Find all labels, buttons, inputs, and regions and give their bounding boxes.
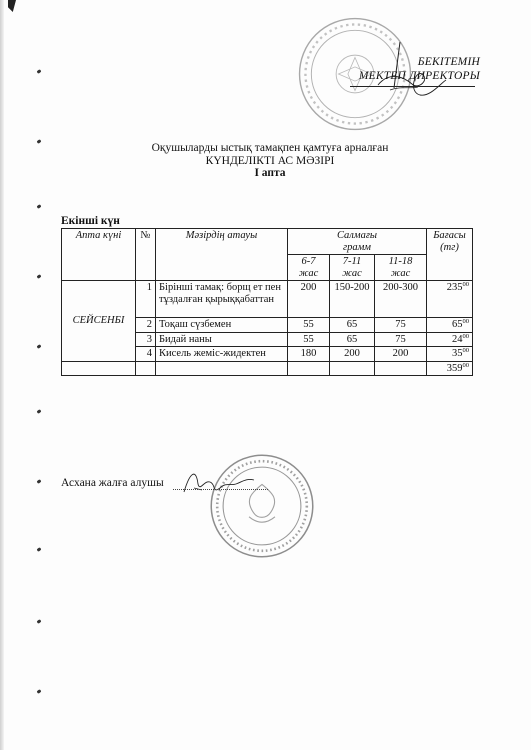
header-age-group [375,255,427,281]
binder-mark [37,69,42,74]
approval-block [340,55,480,83]
header-age-group [330,255,375,281]
receiver-signature-line [173,489,268,490]
header-number: № [136,229,156,281]
age-range: 7-11 [342,256,362,267]
title-line-3: І апта [254,167,286,179]
header-price-unit: (тг) [440,241,459,253]
weight-7-11: 65 [330,318,375,333]
binder-mark [37,479,42,484]
approval-signature-line [350,86,475,87]
price-value: 24 [452,333,463,345]
weekday-cell: СЕЙСЕНБІ [62,281,136,362]
table-row [62,281,473,318]
table-header-row [62,229,473,255]
header-weight [288,229,427,255]
age-range: 11-18 [388,256,413,267]
document-title [90,142,450,180]
title-line-2: КҮНДЕЛІКТІ АС МӘЗІРІ [205,154,335,167]
empty-cell [62,361,136,376]
menu-table [61,228,473,376]
header-weight-label: Салмағы [336,230,378,241]
binder-mark [37,547,42,552]
total-price-kopecks: 00 [462,361,469,369]
header-price-label: Бағасы [433,230,466,241]
empty-cell [136,361,156,376]
price-kopecks: 00 [462,347,469,354]
total-price-cell [427,361,473,376]
empty-cell [156,361,288,376]
total-row [62,361,473,376]
row-number: 2 [136,318,156,333]
empty-cell [330,361,375,376]
dish-name: Кисель жеміс-жидектен [156,347,288,362]
dish-name: Бидай наны [156,332,288,347]
row-number: 4 [136,347,156,362]
price-kopecks: 00 [462,332,469,340]
dish-name: Тоқаш сүзбемен [156,318,288,333]
age-range: 6-7 [301,256,316,267]
day-label: Екінші күн [61,215,120,227]
price-kopecks: 00 [462,318,469,325]
weight-6-7: 55 [288,318,330,333]
price-value: 65 [452,319,463,330]
weight-11-18: 75 [375,332,427,347]
weight-6-7: 200 [288,281,330,318]
weight-11-18: 75 [375,318,427,333]
row-number: 1 [136,281,156,318]
age-word: жас [342,267,362,279]
weight-6-7: 180 [288,347,330,362]
price-cell [427,281,473,318]
receiver-label: Асхана жалға алушы [61,477,164,489]
weight-7-11: 150-200 [330,281,375,318]
binder-mark [37,204,42,209]
price-cell [427,347,473,362]
total-price-value: 359 [446,362,463,374]
binder-mark [37,409,42,414]
approval-line-2: МЕКТЕП ДИРЕКТОРЫ [358,70,480,82]
dish-name: Бірінші тамақ: борщ ет пен тұздалған қырыққабаттан [156,281,288,318]
price-value: 35 [452,348,463,359]
weight-7-11: 65 [330,332,375,347]
weight-6-7: 55 [288,332,330,347]
empty-cell [375,361,427,376]
price-cell [427,318,473,333]
weight-11-18: 200-300 [375,281,427,318]
receiver-signature-icon [180,462,260,502]
weight-11-18: 200 [375,347,427,362]
scan-edge [0,0,4,750]
age-word: жас [390,267,411,279]
title-line-1: Оқушыларды ыстық тамақпен қамтуға арналған [151,142,389,154]
header-dish-label: Мәзірдің атауы [185,230,258,241]
binder-mark [37,619,42,624]
binder-mark [37,689,42,694]
header-dish [156,229,288,281]
price-cell [427,332,473,347]
binder-mark [37,139,42,144]
header-price [427,229,473,281]
header-age-group [288,255,330,281]
header-weight-unit: грамм [343,241,371,253]
approval-line-1: БЕКІТЕМІН [417,56,480,68]
corner-mark [8,0,16,12]
binder-mark [37,274,42,279]
binder-mark [37,344,42,349]
header-weekday: Апта күні [62,229,136,281]
price-value: 235 [446,282,463,293]
age-word: жас [298,267,319,279]
row-number: 3 [136,332,156,347]
weight-7-11: 200 [330,347,375,362]
price-kopecks: 00 [462,281,469,288]
empty-cell [288,361,330,376]
